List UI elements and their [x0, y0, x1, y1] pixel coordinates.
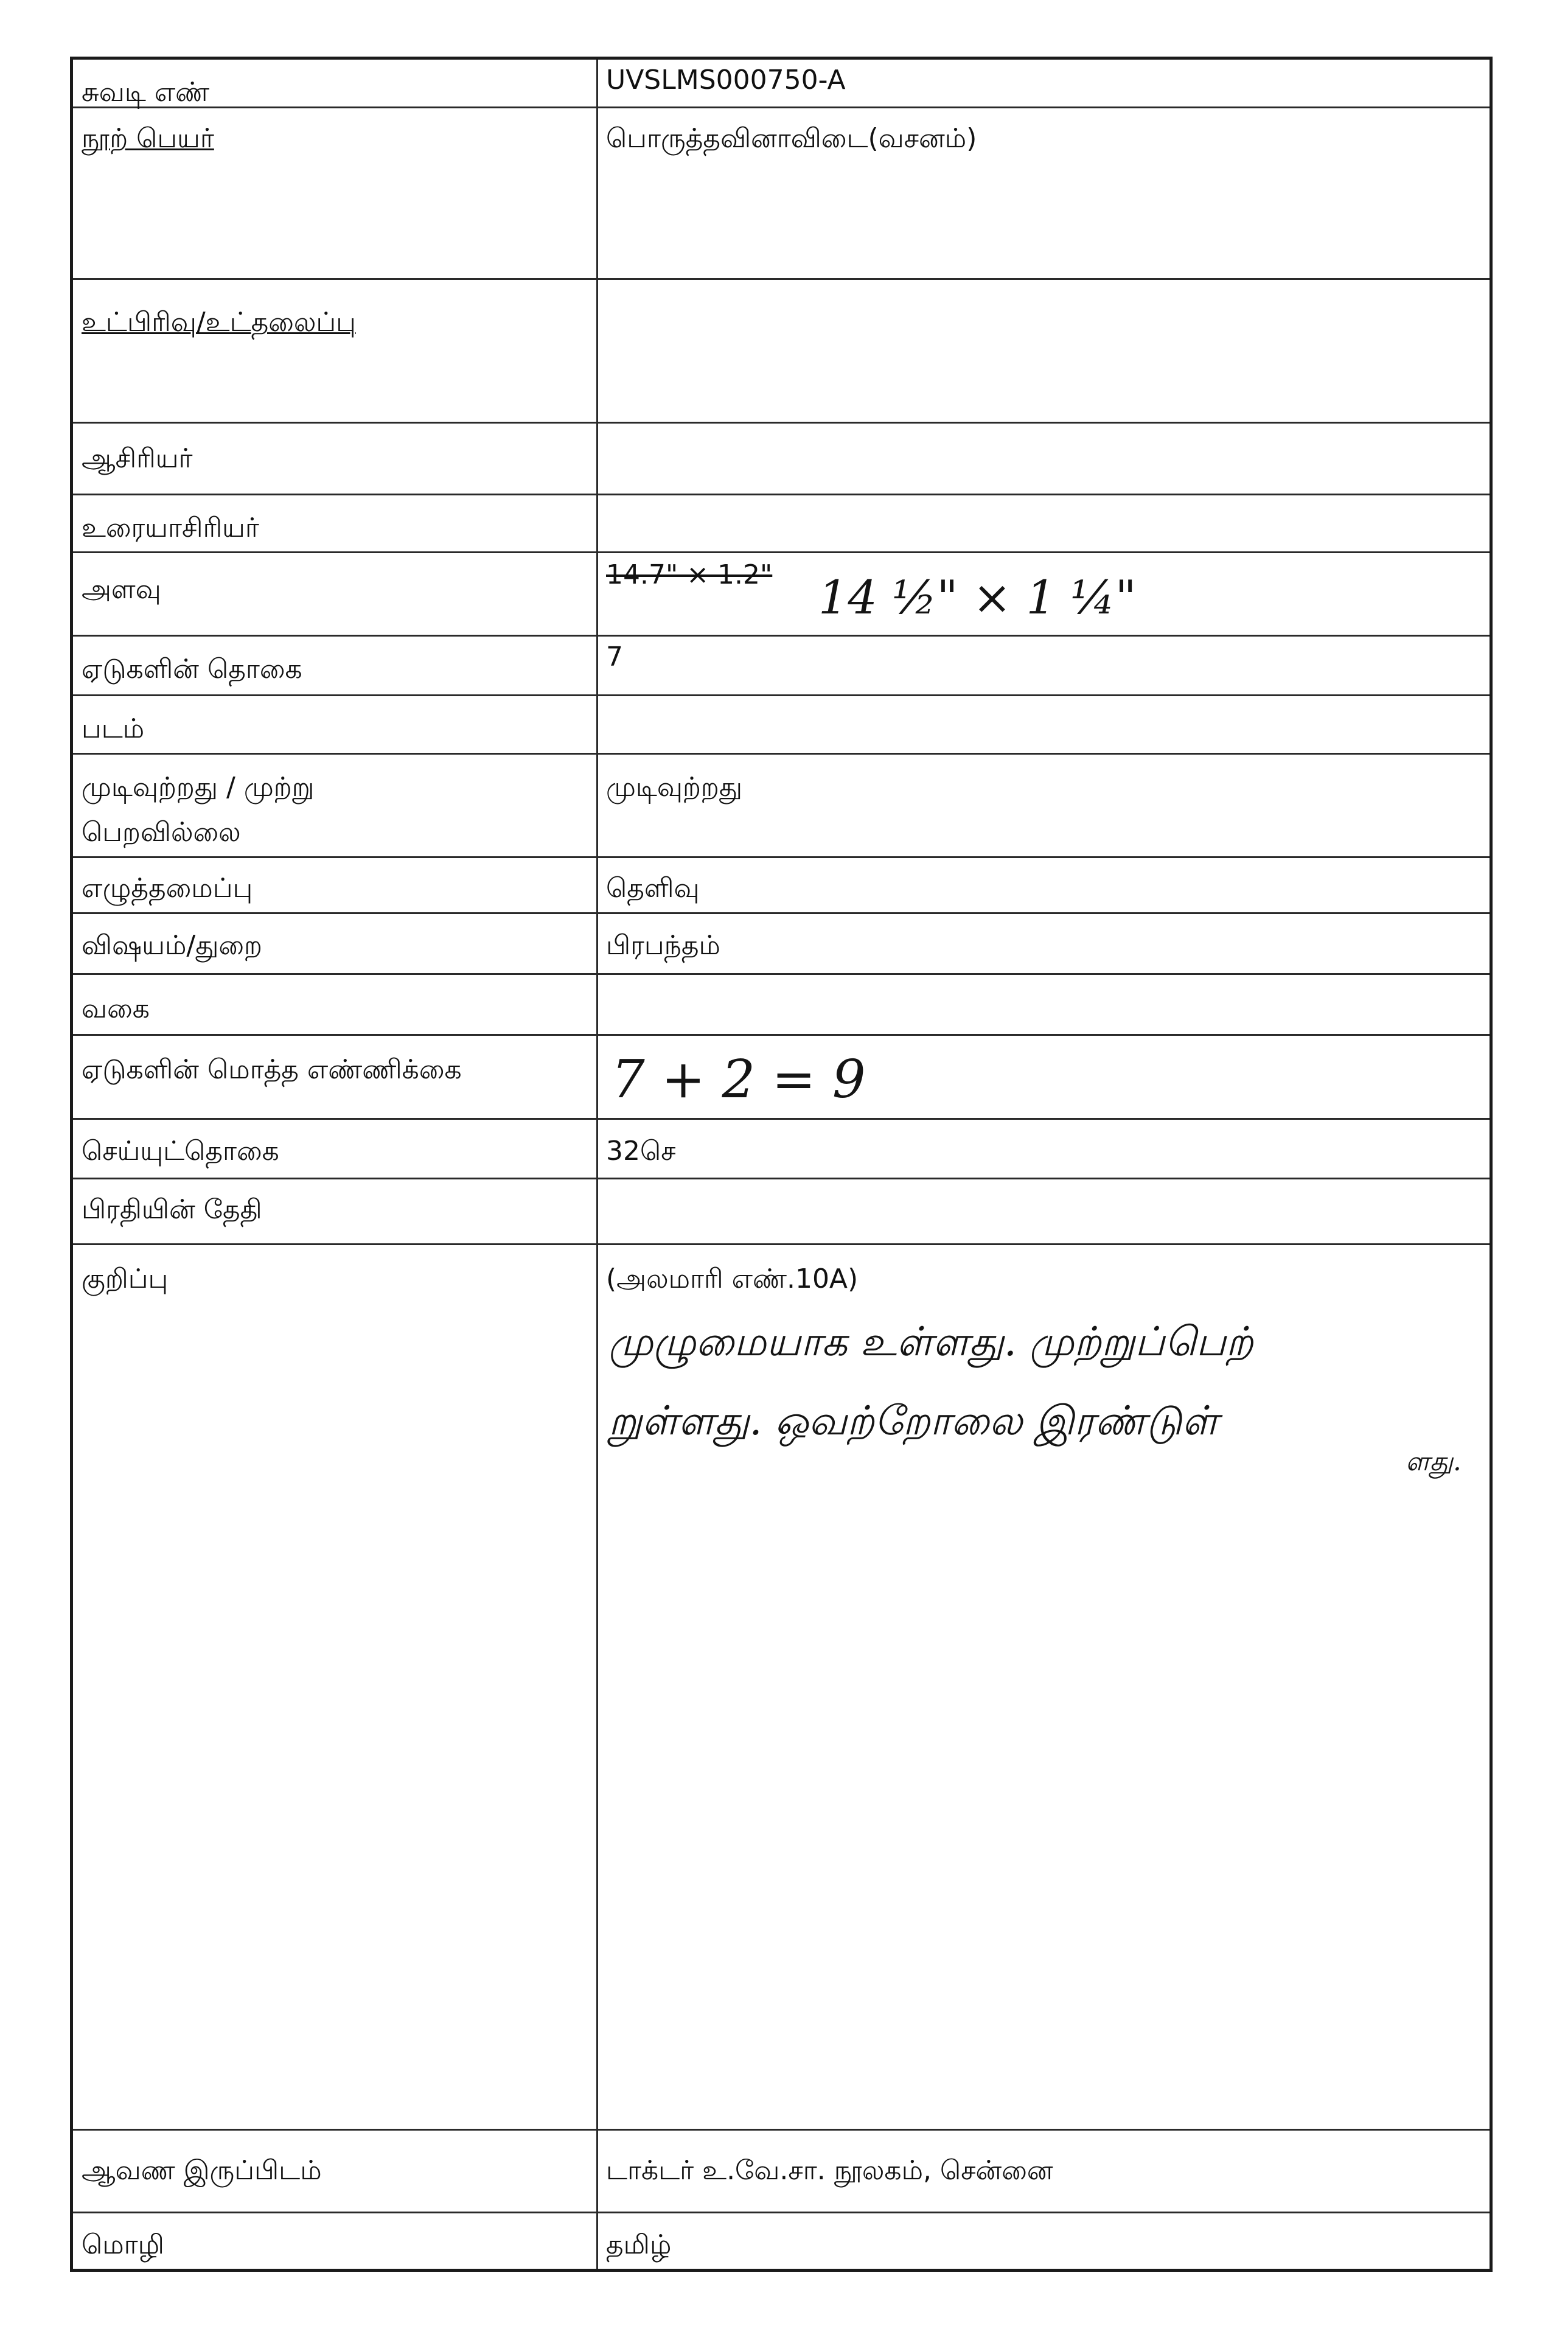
value-language: தமிழ் [606, 2229, 672, 2260]
row-script-clarity [73, 858, 1490, 914]
row-total-leaves [73, 1036, 1490, 1120]
column-divider [596, 1120, 598, 1178]
handwritten-note-line2: றுள்ளது. ஒவற்றோலை இரண்டுள் [608, 1397, 1219, 1444]
column-divider [596, 60, 598, 106]
row-subdivision [73, 280, 1490, 424]
row-completion [73, 755, 1490, 858]
label-illustration: படம் [82, 713, 145, 744]
column-divider [596, 424, 598, 494]
label-author: ஆசிரியர் [82, 443, 193, 474]
row-title [73, 108, 1490, 280]
column-divider [596, 755, 598, 856]
column-divider [596, 975, 598, 1034]
column-divider [596, 696, 598, 753]
label-manuscript-number: சுவடி எண் [82, 77, 210, 108]
column-divider [596, 637, 598, 694]
label-type: வகை [82, 993, 150, 1024]
label-verse-count: செய்யுட்தொகை [82, 1136, 279, 1167]
label-language: மொழி [82, 2229, 164, 2260]
handwritten-note-line1: முழுமையாக உள்ளது. முற்றுப்பெற் [608, 1318, 1253, 1365]
row-leaf-count [73, 637, 1490, 696]
value-subject: பிரபந்தம் [606, 930, 720, 961]
label-commentator: உரையாசிரியர் [82, 512, 259, 543]
value-title: பொருத்தவினாவிடை(வசனம்) [606, 123, 977, 154]
row-size [73, 553, 1490, 637]
column-divider [596, 280, 598, 422]
column-divider [596, 1245, 598, 2129]
label-subdivision: உட்பிரிவு/உட்தலைப்பு [82, 307, 356, 338]
row-subject [73, 914, 1490, 975]
label-size: அளவு [82, 574, 161, 605]
handwritten-size: 14 ½" × 1 ¼" [818, 570, 1137, 624]
value-size-struck: 14.7" × 1.2" [606, 559, 773, 590]
label-total-leaves: ஏடுகளின் மொத்த எண்ணிக்கை [82, 1054, 462, 1085]
value-repository: டாக்டர் உ.வே.சா. நூலகம், சென்னை [606, 2155, 1053, 2186]
label-completion: முடிவுற்றது / முற்று [82, 772, 315, 803]
column-divider [596, 553, 598, 635]
row-author [73, 424, 1490, 495]
column-divider [596, 1036, 598, 1118]
row-illustration [73, 696, 1490, 755]
row-commentator [73, 495, 1490, 553]
row-repository [73, 2131, 1490, 2213]
row-notes [73, 1245, 1490, 2131]
label-title: நூற் பெயர் [82, 123, 214, 154]
label-completion-line2: பெறவில்லை [82, 817, 241, 848]
column-divider [596, 914, 598, 973]
metadata-table [70, 57, 1493, 2272]
value-notes: (அலமாரி எண்.10A) [606, 1263, 859, 1294]
label-copy-date: பிரதியின் தேதி [82, 1194, 262, 1225]
value-verse-count: 32செ [606, 1136, 676, 1167]
column-divider [596, 2131, 598, 2212]
column-divider [596, 495, 598, 551]
label-repository: ஆவண இருப்பிடம் [82, 2155, 322, 2186]
value-leaf-count: 7 [606, 641, 623, 672]
row-language [73, 2213, 1490, 2269]
column-divider [596, 108, 598, 278]
label-script-clarity: எழுத்தமைப்பு [82, 873, 253, 904]
row-manuscript-number [73, 60, 1490, 108]
row-type [73, 975, 1490, 1036]
row-verse-count [73, 1120, 1490, 1179]
handwritten-total-leaves: 7 + 2 = 9 [612, 1049, 866, 1110]
value-completion: முடிவுற்றது [606, 772, 743, 803]
label-leaf-count: ஏடுகளின் தொகை [82, 654, 302, 685]
handwritten-note-line3: ளது. [1406, 1446, 1462, 1477]
column-divider [596, 1179, 598, 1243]
value-manuscript-number: UVSLMS000750-A [606, 65, 846, 96]
column-divider [596, 858, 598, 912]
column-divider [596, 2213, 598, 2269]
row-copy-date [73, 1179, 1490, 1245]
value-script-clarity: தெளிவு [606, 873, 700, 904]
label-notes: குறிப்பு [82, 1263, 169, 1294]
label-subject: விஷயம்/துறை [82, 930, 262, 961]
